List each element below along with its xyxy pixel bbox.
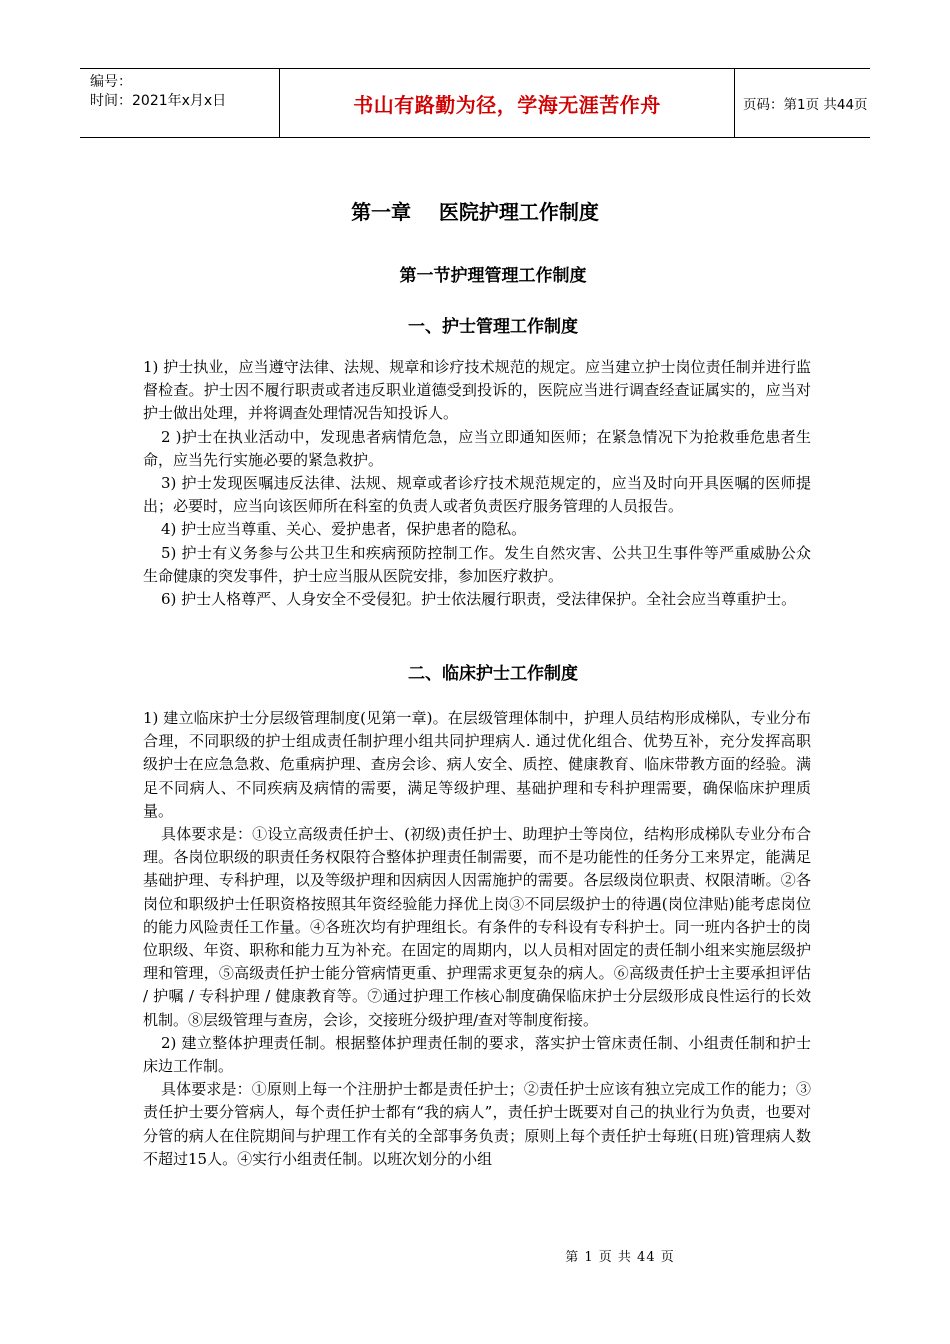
- chapter-title: 第一章 医院护理工作制度: [351, 200, 599, 224]
- part2-title: 二、临床护士工作制度: [408, 664, 578, 684]
- section-title: 第一节护理管理工作制度: [399, 266, 587, 286]
- page-header: [80, 68, 870, 138]
- part2-paragraph: 1) 建立临床护士分层级管理制度(见第一章)。在层级管理体制中，护理人员结构形成梯队，专业分布合理，不同职级的护士组成责任制护理小组共同护理病人. 通过优化组合、优势互补，充分发挥高职级护士在应急急救、危重病护理、查房会诊、病人安全、质控、健康教育、临床带教方面的经验。满足不同病人、不同疾病及病情的需要，满足等级护理、基础护理和专科护理需要，确保临床护理质量。: [143, 709, 811, 820]
- part1-paragraph: 1) 护士执业，应当遵守法律、法规、规章和诊疗技术规范的规定。应当建立护士岗位责任制并进行监督检查。护士因不履行职责或者违反职业道德受到投诉的，医院应当进行调查经查证属实的，应当对护士做出处理，并将调查处理情况告知投诉人。: [143, 358, 811, 423]
- part2-paragraph: 具体要求是：①设立高级责任护士、(初级)责任护士、助理护士等岗位，结构形成梯队专业分布合理。各岗位职级的职责任务权限符合整体护理责任制需要，而不是功能性的任务分工来界定，能满足基础护理、专科护理，以及等级护理和因病因人因需施护的需要。各层级岗位职责、权限清晰。②各岗位和职级护士任职资格按照其年资经验能力择优上岗③不同层级护士的待遇(岗位津贴)能考虑岗位的能力风险责任工作量。④各班次均有护理组长。有条件的专科设有专科护士。同一班内各护士的岗位职级、年资、职称和能力互为补充。在固定的周期内，以人员相对固定的责任制小组来实施层级护理和管理，⑤高级责任护士能分管病情更重、护理需求更复杂的病人。⑥高级责任护士主要承担评估 / 护嘱 / 专科护理 / 健康教育等。⑦通过护理工作核心制度确保临床护士分层级形成良性运行的长效机制。⑧层级管理与查房，会诊，交接班分级护理/查对等制度衔接。: [143, 825, 811, 1029]
- part2-body: [143, 707, 811, 1171]
- part1-paragraph: 4) 护士应当尊重、关心、爱护患者，保护患者的隐私。: [161, 520, 527, 539]
- part2-paragraph: 具体要求是：①原则上每一个注册护士都是责任护士；②责任护士应该有独立完成工作的能力；③责任护士要分管病人，每个责任护士都有“我的病人”，责任护士既要对自己的执业行为负责，也要对分管的病人在住院期间与护理工作有关的全部事务负责；原则上每个责任护士每班(日班)管理病人数不超过15人。④实行小组责任制。以班次划分的小组: [143, 1080, 811, 1168]
- part1-title: 一、护士管理工作制度: [408, 317, 578, 337]
- part1-paragraph: 2 )护士在执业活动中，发现患者病情危急，应当立即通知医师；在紧急情况下为抢救垂危患者生命，应当先行实施必要的紧急救护。: [143, 427, 811, 469]
- part1-paragraph: 6) 护士人格尊严、人身安全不受侵犯。护士依法履行职责，受法律保护。全社会应当尊重护士。: [161, 590, 797, 609]
- part1-paragraph: 3) 护士发现医嘱违反法律、法规、规章或者诊疗技术规范规定的，应当及时向开具医嘱的医师提出；必要时，应当向该医师所在科室的负责人或者负责医疗服务管理的人员报告。: [143, 474, 811, 516]
- header-meta: [80, 69, 280, 137]
- header-motto: 书山有路勤为径，学海无涯苦作舟: [353, 92, 661, 117]
- page-footer: 第 1 页 共 44 页: [565, 1250, 675, 1265]
- part2-paragraph: 2) 建立整体护理责任制。根据整体护理责任制的要求，落实护士管床责任制、小组责任制和护士床边工作制。: [143, 1033, 811, 1076]
- part1-body: [143, 356, 811, 611]
- document-number-label: 编号：: [90, 74, 132, 90]
- header-page-info: 页码：第1页 共44页: [734, 69, 870, 137]
- document-date-label: 时间：2021年x月x日: [90, 93, 227, 109]
- part1-paragraph: 5) 护士有义务参与公共卫生和疾病预防控制工作。发生自然灾害、公共卫生事件等严重威胁公众生命健康的突发事件，护士应当服从医院安排，参加医疗救护。: [143, 543, 811, 585]
